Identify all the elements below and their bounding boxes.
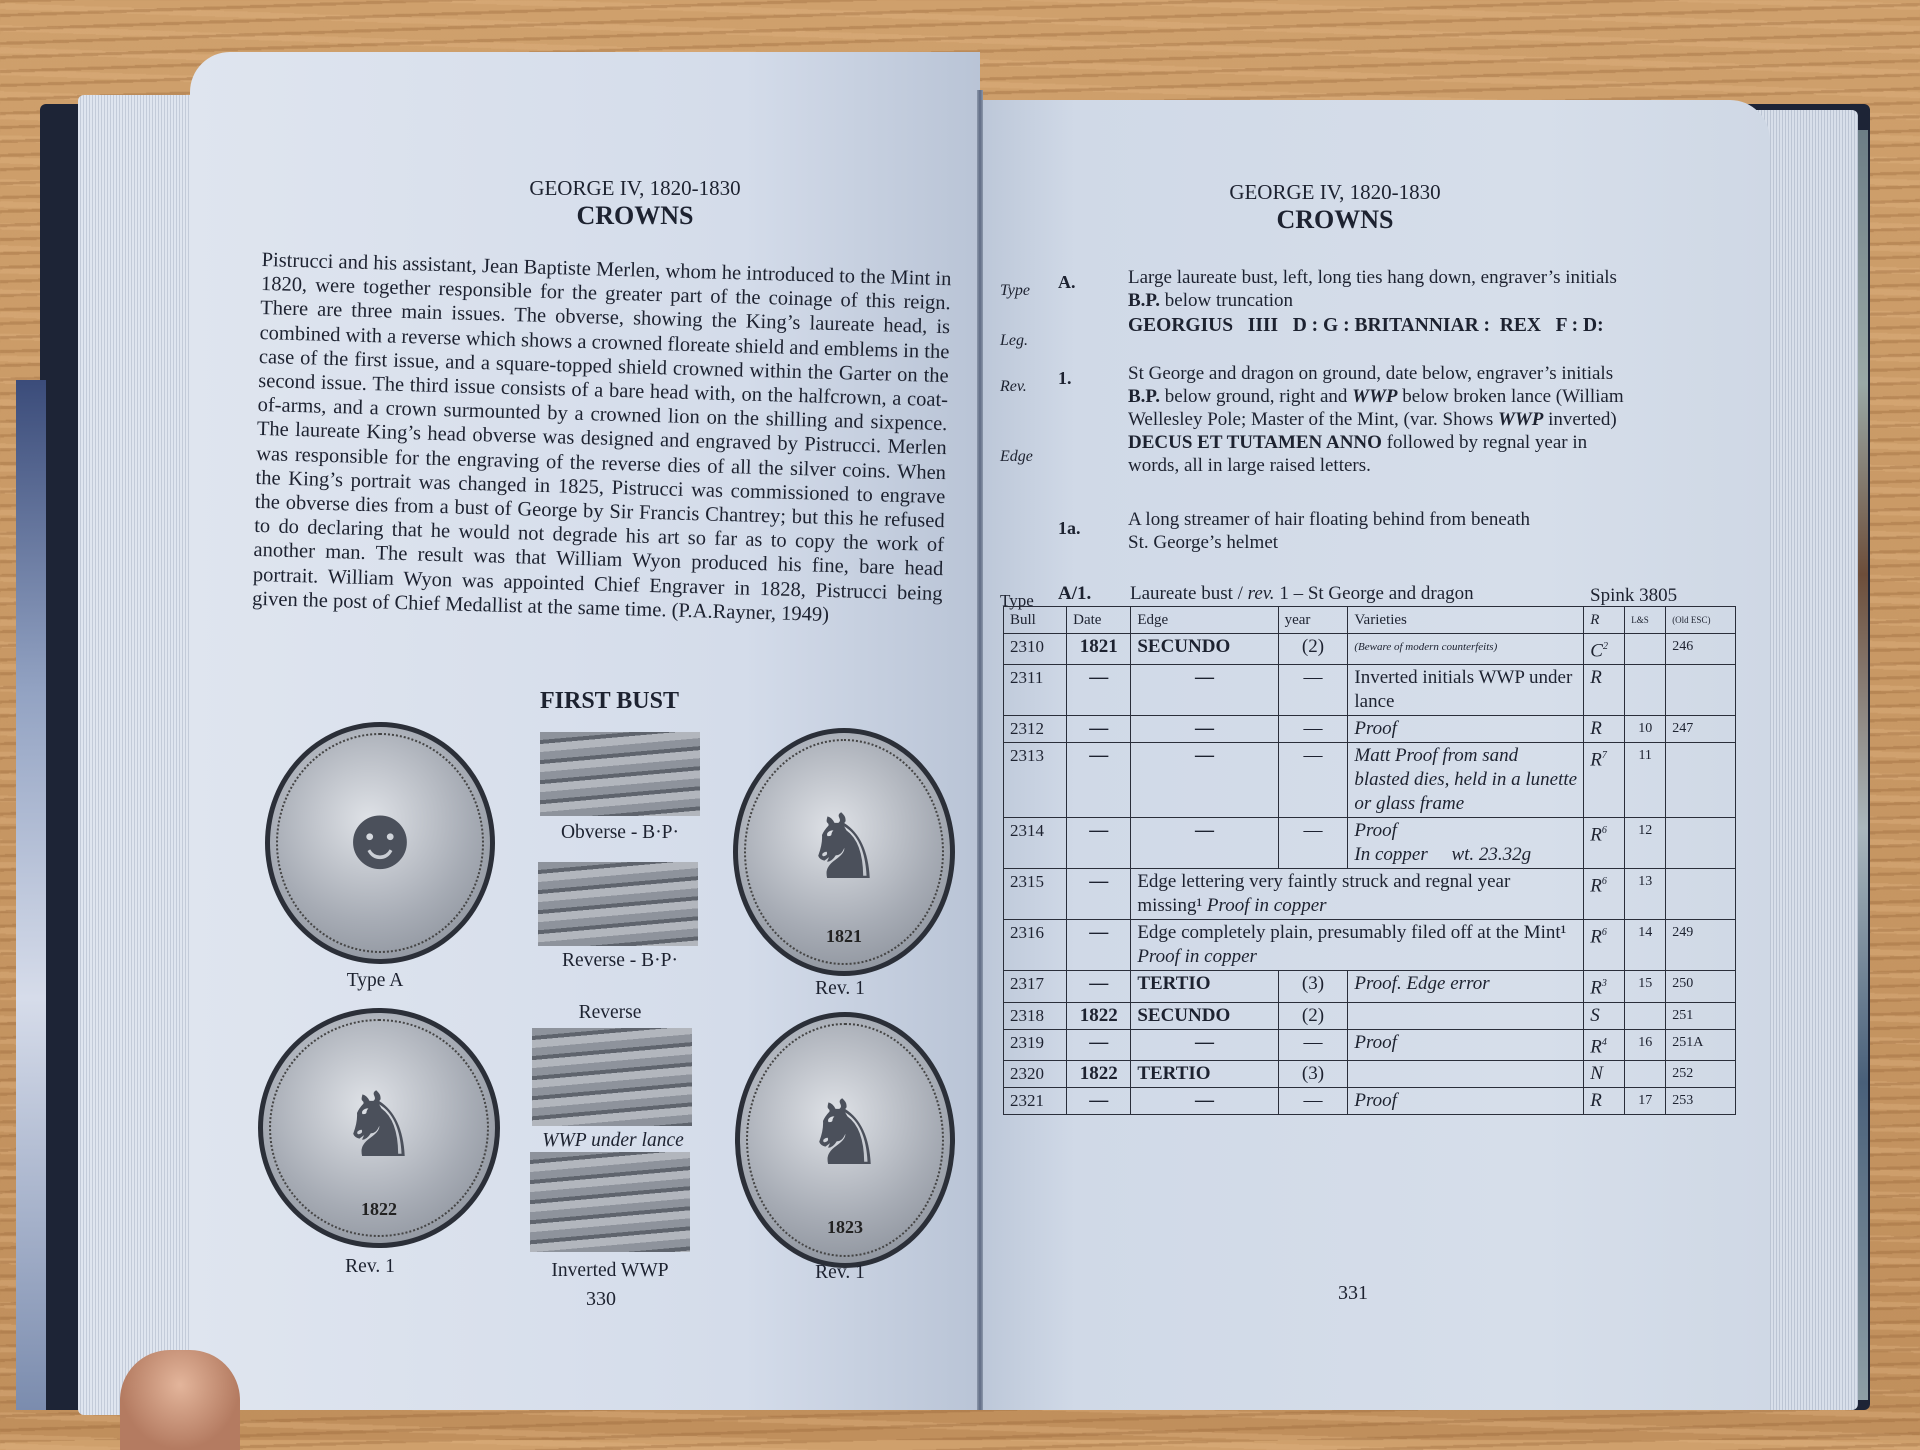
table-row: 2320 1822 TERTIO (3) N 252 xyxy=(1004,1060,1736,1087)
table-row: 2316 — Edge completely plain, presumably filed off at the Mint¹ Proof in copper $R^6$ 14 249 xyxy=(1004,920,1736,971)
caption-rev1-1822: Rev. 1 xyxy=(345,1256,395,1277)
obverse-legend: GEORGIUS IIII D : G : BRITANNIAR : REX F : D: xyxy=(1128,315,1604,336)
table-row: 2311 — — — Inverted initials WWP under lance R xyxy=(1004,665,1736,716)
caption-type-a: Type A xyxy=(346,970,404,991)
catalogue-table xyxy=(1003,606,1736,1115)
caption-obverse-bp: Obverse - B·P· xyxy=(560,822,680,843)
left-header-reign: GEORGE IV, 1820-1830 xyxy=(529,176,741,200)
label-type: Type xyxy=(1000,282,1030,299)
page-number-right: 331 xyxy=(1338,1282,1368,1304)
label-edge: Edge xyxy=(1000,448,1033,465)
rev-1a-description: A long streamer of hair floating behind from beneath St. George’s helmet xyxy=(1128,509,1531,553)
detail-obverse-bp xyxy=(540,732,700,816)
left-header-title: CROWNS xyxy=(576,201,694,230)
table-header-row: Bull Date Edge year Varieties R L&S (Old ESC) xyxy=(1004,607,1736,634)
table-row: 2315 — Edge lettering very faintly struck and regnal year missing¹ Proof in copper $R^6$ 13 xyxy=(1004,869,1736,920)
label-reverse: Rev. xyxy=(1000,378,1027,395)
caption-wwp-under-lance: WWP under lance xyxy=(542,1130,684,1151)
coin-reverse-1823: ♞ 1823 xyxy=(735,1012,955,1268)
rev-1-description: St George and dragon on ground, date below, engraver’s initials B.P. below ground, right and WWP below broken lance (William Wellesley Pole; Master of the Mint, (var. Shows WWP inverted) DECUS ET TUTAMEN ANNO followed by regnal year in words, all in large raised letters. xyxy=(1128,362,1738,477)
coin-reverse-1821: ♞ 1821 xyxy=(733,728,955,976)
coin-obverse-type-a xyxy=(265,722,495,964)
st-george-dragon-icon: ♞ xyxy=(803,798,885,898)
table-row: 2314 — — — Proof In copper wt. 23.32g $R^6$ 12 xyxy=(1004,818,1736,869)
figure-title: FIRST BUST xyxy=(540,688,679,714)
detail-wwp-under-lance xyxy=(532,1028,692,1126)
coin-reverse-1822: ♞ 1822 xyxy=(258,1008,500,1248)
page-number-left: 330 xyxy=(586,1288,616,1310)
st-george-dragon-icon: ♞ xyxy=(338,1076,420,1176)
type-a-description: Large laureate bust, left, long ties hang down, engraver’s initials B.P. below truncation GEORGIUS IIII D : G : BRITANNIAR : REX F : D: xyxy=(1128,266,1728,337)
caption-reverse-bp: Reverse - B·P· xyxy=(562,950,678,971)
cover-artwork-left xyxy=(16,380,46,1410)
intro-paragraph: Pistrucci and his assistant, Jean Baptiste Merlen, whom he introduced to the Mint in 1820, were together responsible for the greater part of the coinage of this reign. There are three main issues. The obverse, showing the King’s laureate head, is combined with a reverse which shows a crowned floreate shield and emblems in the case of the first issue, and a square-topped shield crowned within the Garter on the second issue. The third issue consists of a bare head with, on the halfcrown, a coat-of-arms, and a crown surmounted by a crowned lion on the shilling and sixpence. The laureate King’s head obverse was designed and engraved by Pistrucci. Merlen was responsible for the engraving of the reverse dies of all the silver coins. When the King’s portrait was changed in 1825, Pistrucci was commissioned to engrave the obverse dies from a bust of George by Sir Francis Chantrey; but this he refused to do declaring that he would not degrade his art so far as to copy the work of another man. The result was that William Wyon produced his fine, bare head portrait. William Wyon was appointed Chief Engraver in 1828, Pistrucci being given the post of Chief Medallist at the same time. (P.A.Rayner, 1949) xyxy=(251,248,952,626)
table-row: 2312 — — — Proof R 10 247 xyxy=(1004,716,1736,743)
label-legend: Leg. xyxy=(1000,332,1028,349)
st-george-dragon-icon: ♞ xyxy=(804,1084,886,1184)
table-row: 2317 — TERTIO (3) Proof. Edge error $R^3$ 15 250 xyxy=(1004,971,1736,1002)
king-bust-icon: ☻ xyxy=(332,789,428,889)
book-gutter xyxy=(977,90,983,1410)
caption-inverted-wwp: Inverted WWP xyxy=(551,1260,669,1281)
table-row: 2321 — — — Proof R 17 253 xyxy=(1004,1087,1736,1114)
rev-1a-number: 1a. xyxy=(1058,518,1081,538)
table-row: 2310 1821 SECUNDO (2) (Beware of modern counterfeits) $C^2$ 246 xyxy=(1004,634,1736,665)
detail-reverse-bp xyxy=(538,862,698,946)
caption-reverse: Reverse xyxy=(578,1002,642,1023)
right-running-head xyxy=(1180,180,1490,235)
detail-inverted-wwp xyxy=(530,1152,690,1252)
left-running-head xyxy=(470,176,800,231)
thumb xyxy=(120,1350,240,1450)
caption-rev1-1821: Rev. 1 xyxy=(815,978,865,999)
right-header-reign: GEORGE IV, 1820-1830 xyxy=(1229,180,1441,204)
table-row: 2318 1822 SECUNDO (2) S 251 xyxy=(1004,1002,1736,1029)
rev-1-number: 1. xyxy=(1058,368,1072,388)
table-row: 2319 — — — Proof $R^4$ 16 251A xyxy=(1004,1029,1736,1060)
right-header-title: CROWNS xyxy=(1276,205,1394,234)
caption-rev1-1823: Rev. 1 xyxy=(815,1262,865,1283)
edge-description: DECUS ET TUTAMEN ANNO followed by regnal year in xyxy=(1128,432,1588,453)
type-a-number: A. xyxy=(1058,272,1076,292)
table-row: 2313 — — — Matt Proof from sand blasted dies, held in a lunette or glass frame $R^7$ 11 xyxy=(1004,743,1736,818)
